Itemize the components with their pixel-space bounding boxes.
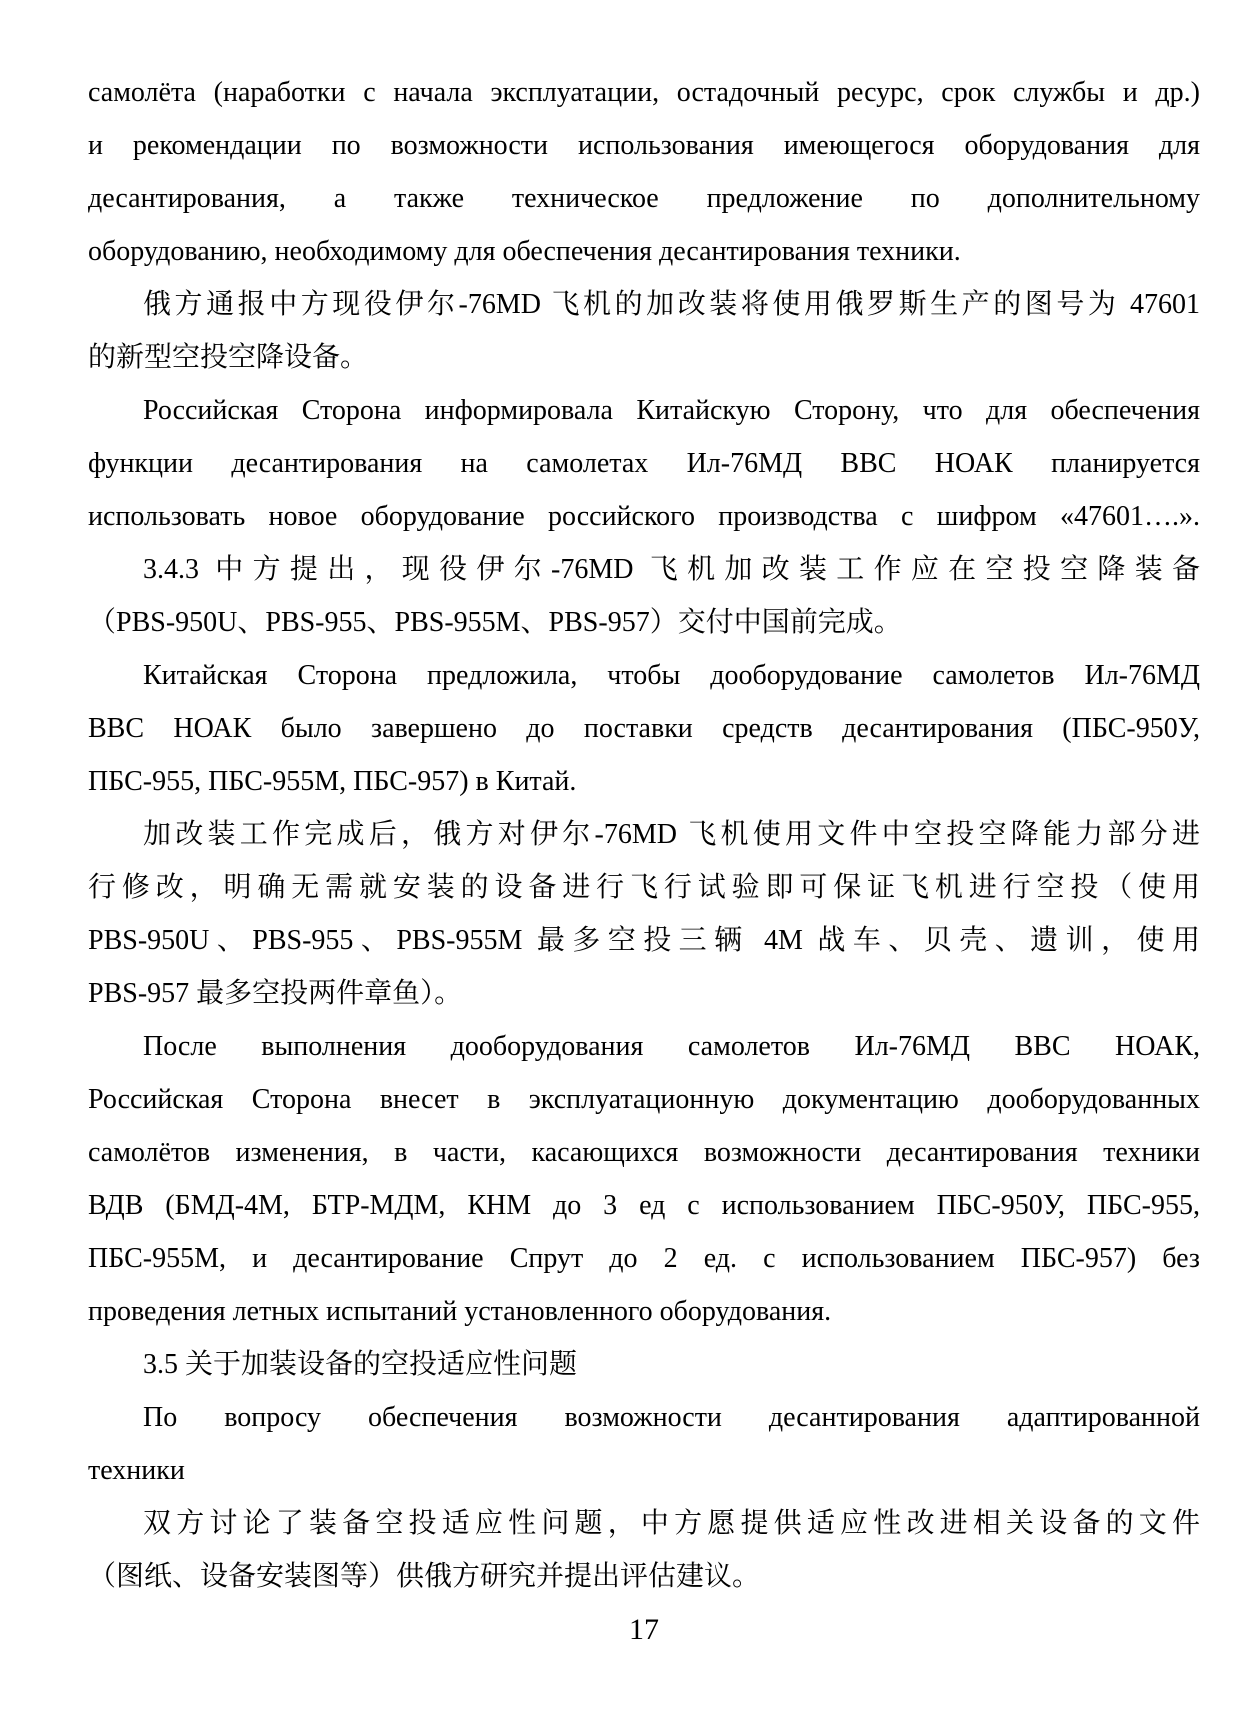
text-line: оборудованию, необходимому для обеспечения десантирования техники. [88,236,961,267]
text-line: ВДВ (БМД-4М, БТР-МДМ, КНМ до 3 ед с использованием ПБС-950У, ПБС-955, [88,1190,1200,1221]
text-line: PBS-957 最多空投两件章鱼）。 [88,978,463,1009]
text-line: Российская Сторона внесет в эксплуатационную документацию дооборудованных [88,1084,1200,1115]
text-line: ПБС-955М, и десантирование Спрут до 2 ед. с использованием ПБС-957) без [88,1243,1200,1274]
text-line: （图纸、设备安装图等）供俄方研究并提出评估建议。 [88,1561,761,1592]
text-line: 加改装工作完成后，俄方对伊尔-76MD 飞机使用文件中空投空降能力部分进 [143,819,1200,850]
text-line: По вопросу обеспечения возможности десантирования адаптированной [143,1402,1200,1433]
page-number: 17 [629,1613,659,1646]
text-line: функции десантирования на самолетах Ил-76МД ВВС НОАК планируется [88,448,1200,479]
text-line: 双方讨论了装备空投适应性问题，中方愿提供适应性改进相关设备的文件 [143,1508,1200,1539]
text-line: Китайская Сторона предложила, чтобы дооборудование самолетов Ил-76МД [143,660,1200,691]
document-lines [88,66,1200,1603]
text-line: Российская Сторона информировала Китайскую Сторону, что для обеспечения [143,395,1200,426]
text-line: После выполнения дооборудования самолетов Ил-76МД ВВС НОАК, [143,1031,1200,1062]
text-line: 3.5 关于加装设备的空投适应性问题 [143,1349,578,1380]
text-line: 行修改，明确无需就安装的设备进行飞行试验即可保证飞机进行空投（使用 [88,872,1200,903]
text-line: 的新型空投空降设备。 [88,342,369,373]
text-line: самолёта (наработки с начала эксплуатации, остадочный ресурс, срок службы и др.) [88,77,1200,108]
text-line: 3.4.3 中方提出，现役伊尔-76MD 飞机加改装工作应在空投空降装备 [143,554,1200,585]
text-line: техники [88,1455,185,1486]
text-line: использовать новое оборудование российского производства с шифром «47601….». [88,501,1200,532]
text-line: самолётов изменения, в части, касающихся возможности десантирования техники [88,1137,1200,1168]
text-line: проведения летных испытаний установленного оборудования. [88,1296,832,1327]
text-line: ПБС-955, ПБС-955М, ПБС-957) в Китай. [88,766,577,797]
text-line: 俄方通报中方现役伊尔-76MD 飞机的加改装将使用俄罗斯生产的图号为 47601 [143,289,1200,320]
text-line: и рекомендации по возможности использования имеющегося оборудования для [88,130,1200,161]
text-line: десантирования, а также техническое предложение по дополнительному [88,183,1200,214]
text-line: PBS-950U、PBS-955、PBS-955M 最多空投三辆 4M 战车、贝壳、遗训，使用 [88,925,1200,956]
text-line: ВВС НОАК было завершено до поставки средств десантирования (ПБС-950У, [88,713,1200,744]
text-line: （PBS-950U、PBS-955、PBS-955M、PBS-957）交付中国前完成。 [88,607,902,638]
